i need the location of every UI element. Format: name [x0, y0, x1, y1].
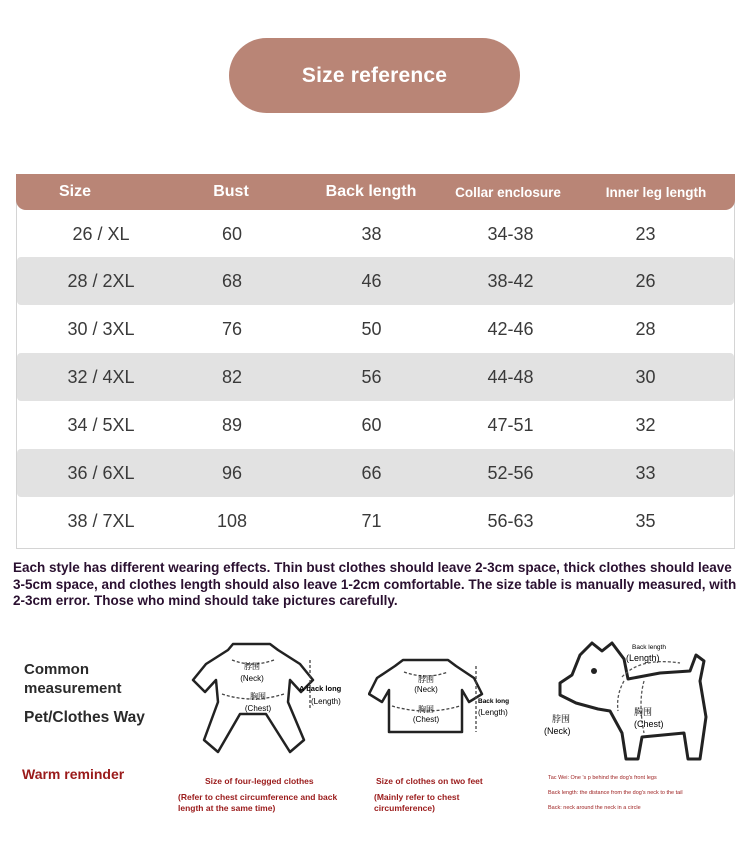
two-chest-label: 胸围	[418, 705, 434, 714]
bust-cell: 82	[221, 366, 243, 387]
size-table	[16, 174, 735, 549]
collar-cell: 44-48	[487, 366, 534, 387]
bust-cell: 96	[221, 462, 243, 483]
dog-neck-label: 脖围	[552, 714, 571, 724]
two-neck-label: 脖围	[418, 675, 434, 684]
four-back-en: (Length)	[311, 697, 341, 706]
inner-leg-cell: 32	[635, 414, 656, 435]
bust-cell: 76	[221, 318, 243, 339]
header-collar: Collar enclosure	[455, 184, 561, 200]
size-reference-title: Size reference	[229, 38, 520, 113]
size-cell: 28 / 2XL	[67, 270, 135, 291]
guide-title	[24, 660, 122, 698]
four-legged-diagram	[178, 632, 353, 782]
inner-leg-cell: 28	[635, 318, 656, 339]
table-row	[17, 353, 734, 401]
dog-neck-en: (Neck)	[544, 726, 571, 736]
size-cell: 30 / 3XL	[67, 318, 135, 339]
collar-cell: 42-46	[487, 318, 534, 339]
table-row	[17, 257, 734, 305]
table-row	[17, 210, 734, 258]
table-row	[17, 305, 734, 353]
two-feet-diagram	[368, 632, 518, 752]
four-legged-caption: Size of four-legged clothes	[205, 776, 314, 786]
table-header	[16, 174, 735, 210]
dog-back-en: (Length)	[626, 653, 660, 663]
guide-title-line2: measurement	[24, 680, 122, 697]
four-neck-label: 脖围	[244, 662, 260, 671]
back-length-cell: 66	[361, 462, 382, 483]
four-chest-en: (Chest)	[244, 704, 272, 713]
collar-cell: 56-63	[487, 510, 534, 531]
four-neck-en: (Neck)	[240, 674, 264, 683]
header-size: Size	[58, 183, 91, 200]
header-back-length: Back length	[325, 183, 417, 200]
bust-cell: 89	[221, 414, 243, 435]
two-back-label: Back long	[478, 698, 510, 705]
dog-chest-en: (Chest)	[634, 719, 664, 729]
inner-leg-cell: 26	[635, 270, 656, 291]
two-feet-caption: Size of clothes on two feet	[376, 776, 483, 786]
size-cell: 26 / XL	[72, 223, 130, 244]
warm-reminder: Warm reminder	[22, 766, 125, 782]
dog-tip-1: Tac Wei: One 's p behind the dog's front legs	[548, 775, 657, 781]
dog-chest-label: 胸围	[634, 707, 653, 717]
size-cell: 36 / 6XL	[67, 462, 135, 483]
dog-diagram	[540, 637, 740, 772]
four-back-label: A back long	[299, 684, 342, 693]
bust-cell: 108	[216, 510, 248, 531]
back-length-cell: 56	[361, 366, 382, 387]
size-cell: 34 / 5XL	[67, 414, 135, 435]
back-length-cell: 60	[361, 414, 382, 435]
back-length-cell: 46	[361, 270, 382, 291]
collar-cell: 52-56	[487, 462, 534, 483]
bust-cell: 68	[221, 270, 243, 291]
collar-cell: 38-42	[487, 270, 534, 291]
back-length-cell: 38	[361, 223, 382, 244]
guide-title-line1: Common	[24, 661, 89, 678]
collar-cell: 34-38	[487, 223, 534, 244]
bust-cell: 60	[221, 223, 243, 244]
two-neck-en: (Neck)	[414, 685, 438, 694]
four-chest-label: 胸围	[250, 692, 266, 701]
two-chest-en: (Chest)	[412, 715, 440, 724]
dog-tip-2: Back length: the distance from the dog's neck to the tail	[548, 790, 683, 796]
two-feet-caption2: (Mainly refer to chest circumference)	[374, 792, 460, 813]
inner-leg-cell: 33	[635, 462, 656, 483]
inner-leg-cell: 35	[635, 510, 656, 531]
header-inner-leg: Inner leg length	[605, 184, 707, 200]
guide-subtitle: Pet/Clothes Way	[24, 709, 145, 726]
dog-tip-3: Back: neck around the neck in a circle	[548, 805, 641, 811]
table-row	[17, 497, 734, 545]
back-length-cell: 71	[361, 510, 382, 531]
two-back-en: (Length)	[478, 708, 508, 717]
size-cell: 32 / 4XL	[67, 366, 135, 387]
four-legged-caption2: (Refer to chest circumference and back length at the same time)	[178, 792, 338, 813]
collar-cell: 47-51	[487, 414, 534, 435]
back-length-cell: 50	[361, 318, 382, 339]
sizing-note: Each style has different wearing effects. Thin bust clothes should leave 2-3cm space, thick clothes should leave 3-5cm space, and clothes length should also leave 1-2cm comfortable. The size table is manually measured, with 2-3cm error. Those who mind should take pictures carefully.	[13, 560, 737, 608]
table-row	[17, 449, 734, 497]
inner-leg-cell: 23	[635, 223, 656, 244]
dog-back-label: Back length	[632, 644, 666, 651]
header-bust: Bust	[213, 183, 249, 200]
table-row	[17, 401, 734, 449]
size-cell: 38 / 7XL	[67, 510, 135, 531]
inner-leg-cell: 30	[635, 366, 656, 387]
